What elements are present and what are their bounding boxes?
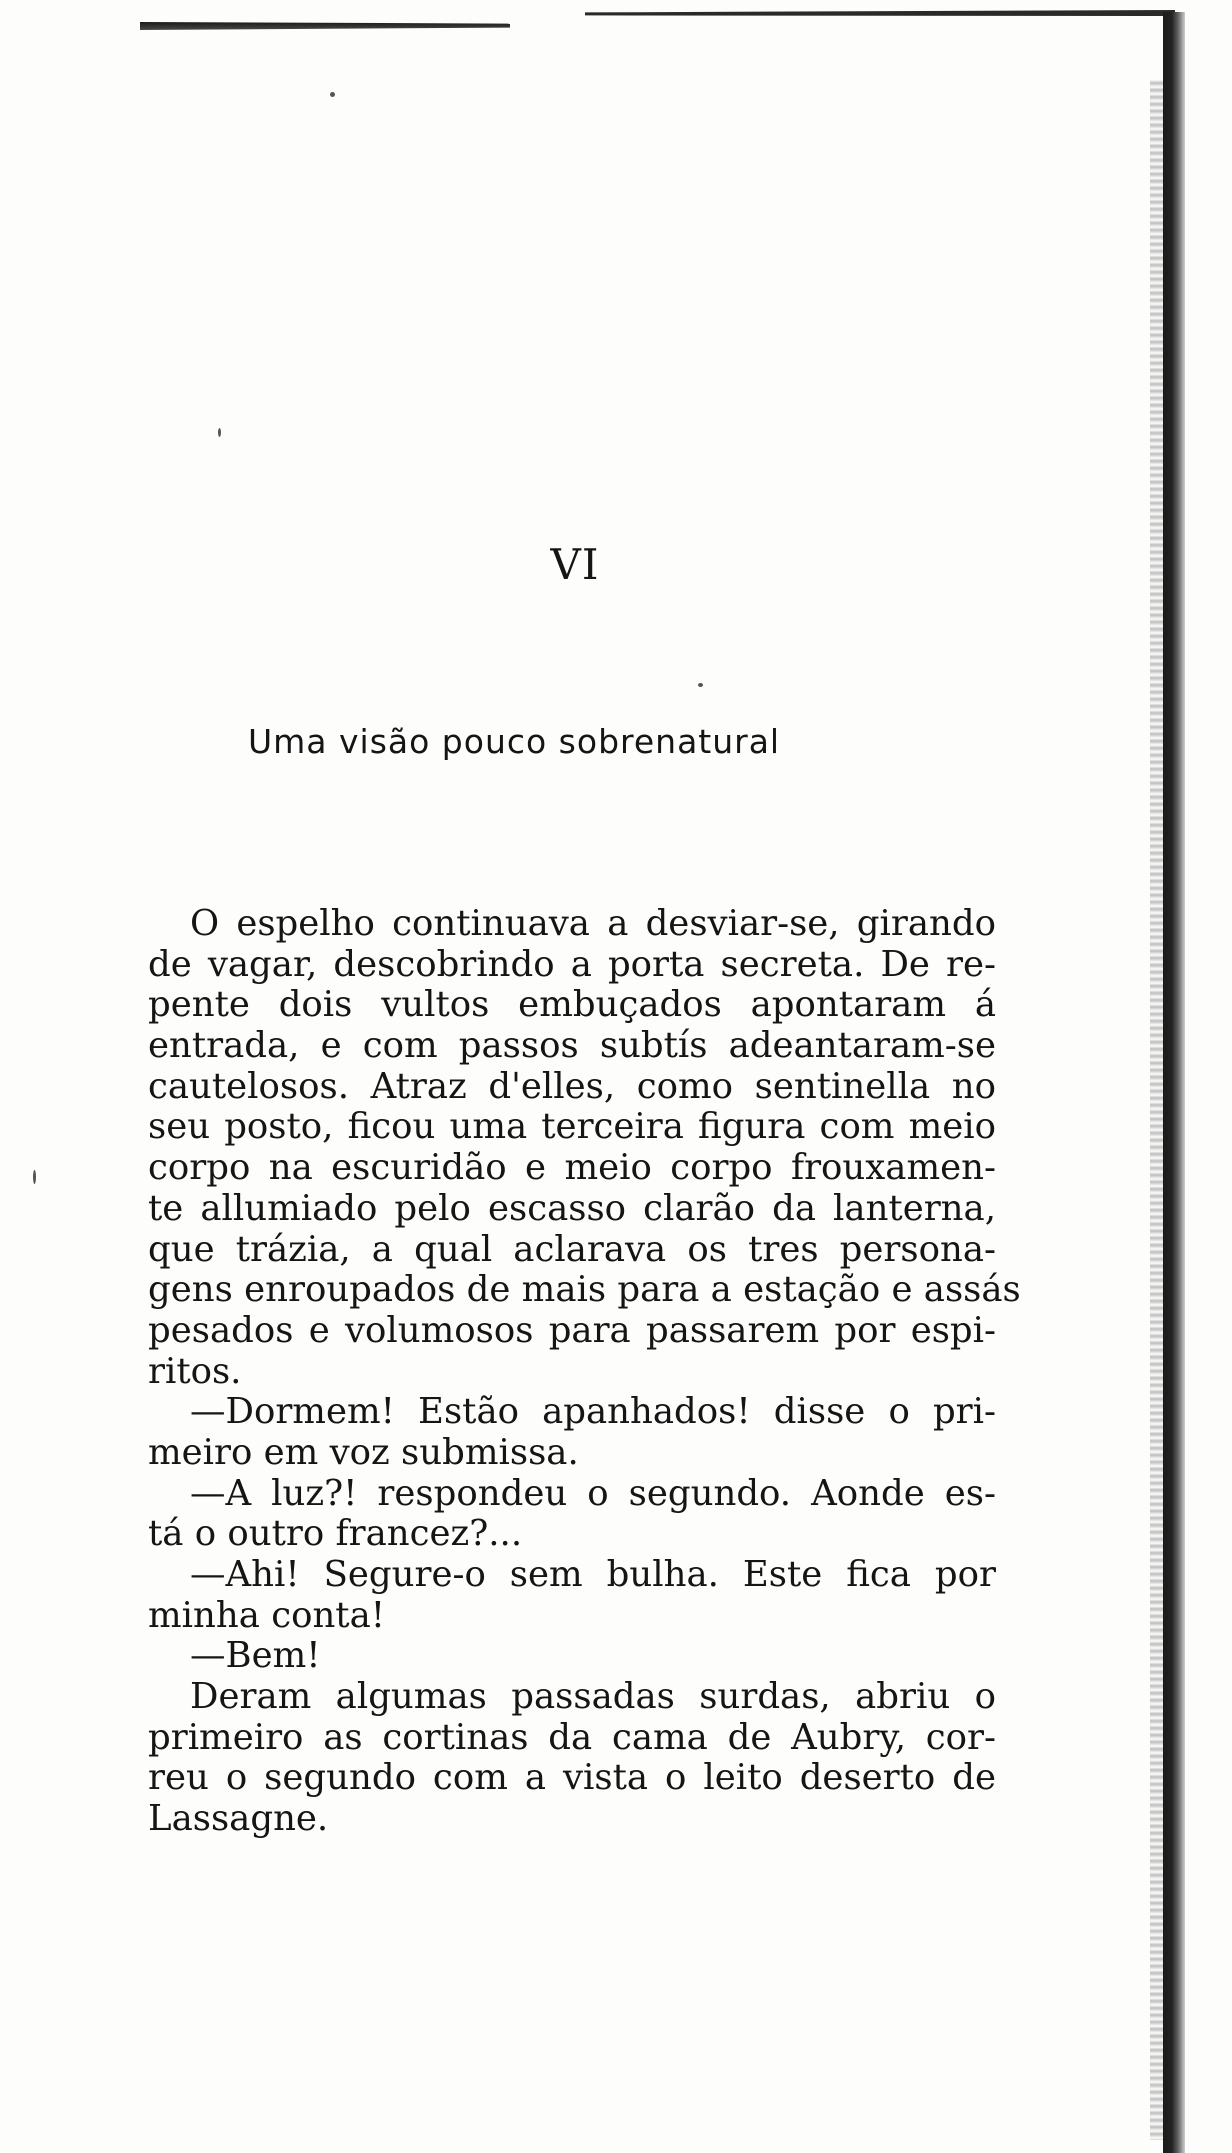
text-line: meiro em voz submissa. bbox=[148, 1431, 579, 1473]
text-line: tá o outro francez?... bbox=[148, 1513, 523, 1555]
text-line: —A luz?! respondeu o segundo. Aonde es- bbox=[190, 1472, 996, 1514]
text-line: reu o segundo com a vista o leito deserto de bbox=[148, 1757, 996, 1799]
scan-edge-shadow bbox=[1150, 80, 1164, 2140]
body-text bbox=[148, 903, 1021, 1840]
scan-speck bbox=[218, 428, 221, 437]
chapter-number: VI bbox=[550, 540, 600, 589]
text-line: pente dois vultos embuçados apontaram á bbox=[148, 984, 996, 1026]
scan-speck bbox=[330, 92, 335, 97]
text-line: —Ahi! Segure-o sem bulha. Este fica por bbox=[190, 1554, 996, 1595]
text-line: minha conta! bbox=[148, 1594, 386, 1636]
text-line: que trázia, a qual aclarava os tres persona- bbox=[148, 1228, 996, 1270]
text-line: te allumiado pelo escasso clarão da lanterna, bbox=[148, 1187, 996, 1229]
scan-speck bbox=[698, 683, 703, 687]
text-line: cautelosos. Atraz d'elles, como sentinella no bbox=[148, 1065, 996, 1107]
text-line: seu posto, ficou uma terceira figura com meio bbox=[148, 1106, 996, 1148]
text-line: entrada, e com passos subtís adeantaram-se bbox=[148, 1025, 996, 1067]
text-line: Lassagne. bbox=[148, 1798, 329, 1840]
text-line: corpo na escuridão e meio corpo frouxamen- bbox=[148, 1147, 996, 1189]
text-line: pesados e volumosos para passarem por espi- bbox=[148, 1309, 996, 1351]
text-line: —Bem! bbox=[190, 1635, 321, 1677]
text-line: O espelho continuava a desviar-se, girando bbox=[190, 903, 996, 944]
text-line: primeiro as cortinas da cama de Aubry, cor- bbox=[148, 1716, 996, 1758]
text-line: de vagar, descobrindo a porta secreta. De re- bbox=[148, 943, 996, 985]
scan-speck bbox=[33, 1170, 36, 1184]
text-line: gens enroupados de mais para a estação e assás bbox=[148, 1269, 1021, 1311]
text-line: Deram algumas passadas surdas, abriu o bbox=[190, 1676, 996, 1718]
scan-rule-top-right bbox=[585, 10, 1175, 16]
scan-edge-right bbox=[1163, 12, 1185, 2153]
scan-rule-top-left bbox=[140, 22, 510, 30]
chapter-title: Uma visão pouco sobrenatural bbox=[248, 722, 781, 761]
text-line: —Dormem! Estão apanhados! disse o pri- bbox=[190, 1391, 996, 1433]
text-line: ritos. bbox=[148, 1350, 242, 1392]
